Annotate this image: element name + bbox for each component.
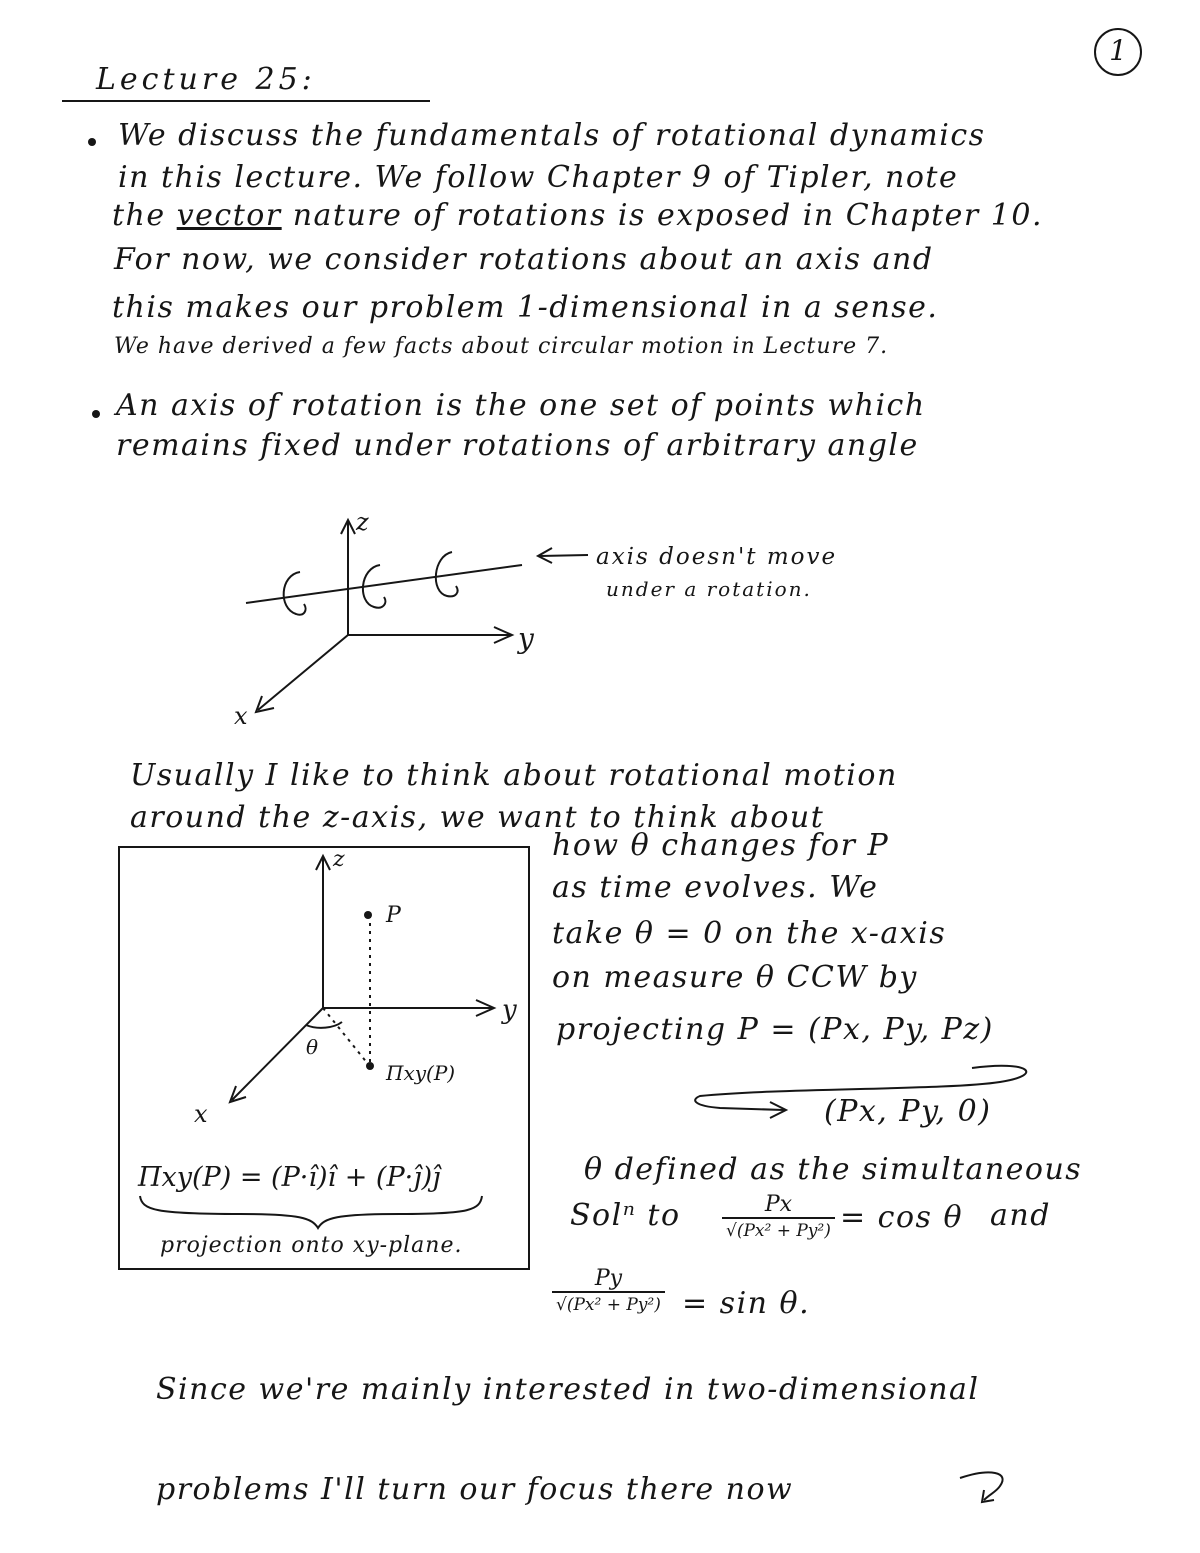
right-text-line-4: on measure θ CCW by (552, 960, 918, 995)
projected-point-result: (Px, Py, 0) (824, 1094, 992, 1129)
fig2-point-p (364, 911, 372, 919)
fig2-projection-label: Πxy(P) (386, 1061, 456, 1085)
equation-cos: = cos θ (840, 1200, 964, 1235)
fig2-dotted-projection-line (323, 1008, 368, 1064)
right-text-line-2: as time evolves. We (552, 870, 879, 905)
bullet1-line-2: in this lecture. We follow Chapter 9 of Tipler, note (118, 160, 959, 195)
bullet1-line-3-prefix: the (112, 198, 166, 233)
fig2-brace-caption: projection onto xy-plane. (160, 1233, 463, 1258)
fig1-annotation-line-2: under a rotation. (606, 577, 812, 601)
fig2-projection-formula: Πxy(P) = (P·î)î + (P·ĵ)ĵ (138, 1162, 441, 1193)
fig1-z-label: z (356, 508, 369, 536)
fig1-annotation-line-1: axis doesn't move (596, 544, 838, 570)
right-text-line-3: take θ = 0 on the x-axis (552, 916, 947, 951)
fraction-sin (552, 1266, 665, 1317)
fig2-p-label: P (386, 903, 401, 928)
para1-line-1: Usually I like to think about rotational motion (130, 758, 898, 793)
fig1-x-label: x (234, 702, 248, 730)
fraction-cos-denominator: √(Px² + Py²) (726, 1221, 831, 1241)
bullet1-vector-underlined: vector (176, 198, 282, 233)
right-text-line-5: projecting P = (Px, Py, Pz) (556, 1012, 994, 1047)
closing-curve-arrow (960, 1472, 1003, 1500)
bullet1-line-3-rest: nature of rotations is exposed in Chapter 10. (292, 198, 1043, 233)
equation-sin: = sin θ. (682, 1286, 811, 1321)
bullet1-line-1: We discuss the fundamentals of rotational dynamics (118, 118, 986, 153)
theta-def-line-1: θ defined as the simultaneous (584, 1152, 1083, 1187)
fig1-y-label: y (518, 622, 534, 655)
closing-line-2: problems I'll turn our focus there now (156, 1472, 794, 1507)
theta-def-sol: Solⁿ to (570, 1198, 681, 1233)
fraction-sin-numerator: Py (594, 1266, 623, 1291)
fraction-cos (722, 1192, 835, 1243)
bullet2-line-1: An axis of rotation is the one set of points which (116, 388, 926, 423)
fig2-theta-arc (306, 1022, 342, 1028)
fig2-z-label: z (333, 847, 345, 872)
fig2-underbrace (140, 1196, 482, 1228)
fig2-x-label: x (194, 1100, 208, 1128)
page-number-text: 1 (1109, 34, 1127, 67)
fig2-point-projection (366, 1062, 374, 1070)
closing-line-1: Since we're mainly interested in two-dimensional (156, 1372, 980, 1407)
fraction-sin-denominator: √(Px² + Py²) (556, 1295, 661, 1315)
bullet1-line-4: For now, we consider rotations about an axis and (114, 242, 934, 277)
bullet1-line-5: this makes our problem 1-dimensional in a sense. (112, 290, 939, 325)
bullet2-line-2: remains fixed under rotations of arbitrary angle (116, 428, 919, 463)
fig2-theta-label: θ (306, 1035, 319, 1059)
right-text-line-1: how θ changes for P (552, 828, 890, 863)
and-word: and (990, 1198, 1051, 1233)
fig2-y-label: y (502, 995, 517, 1025)
para1-line-2: around the z-axis, we want to think about (130, 800, 825, 835)
lecture-title-text: Lecture 25: (96, 62, 316, 97)
fraction-cos-numerator: Px (764, 1192, 793, 1217)
bullet1-note: We have derived a few facts about circular motion in Lecture 7. (114, 334, 889, 359)
